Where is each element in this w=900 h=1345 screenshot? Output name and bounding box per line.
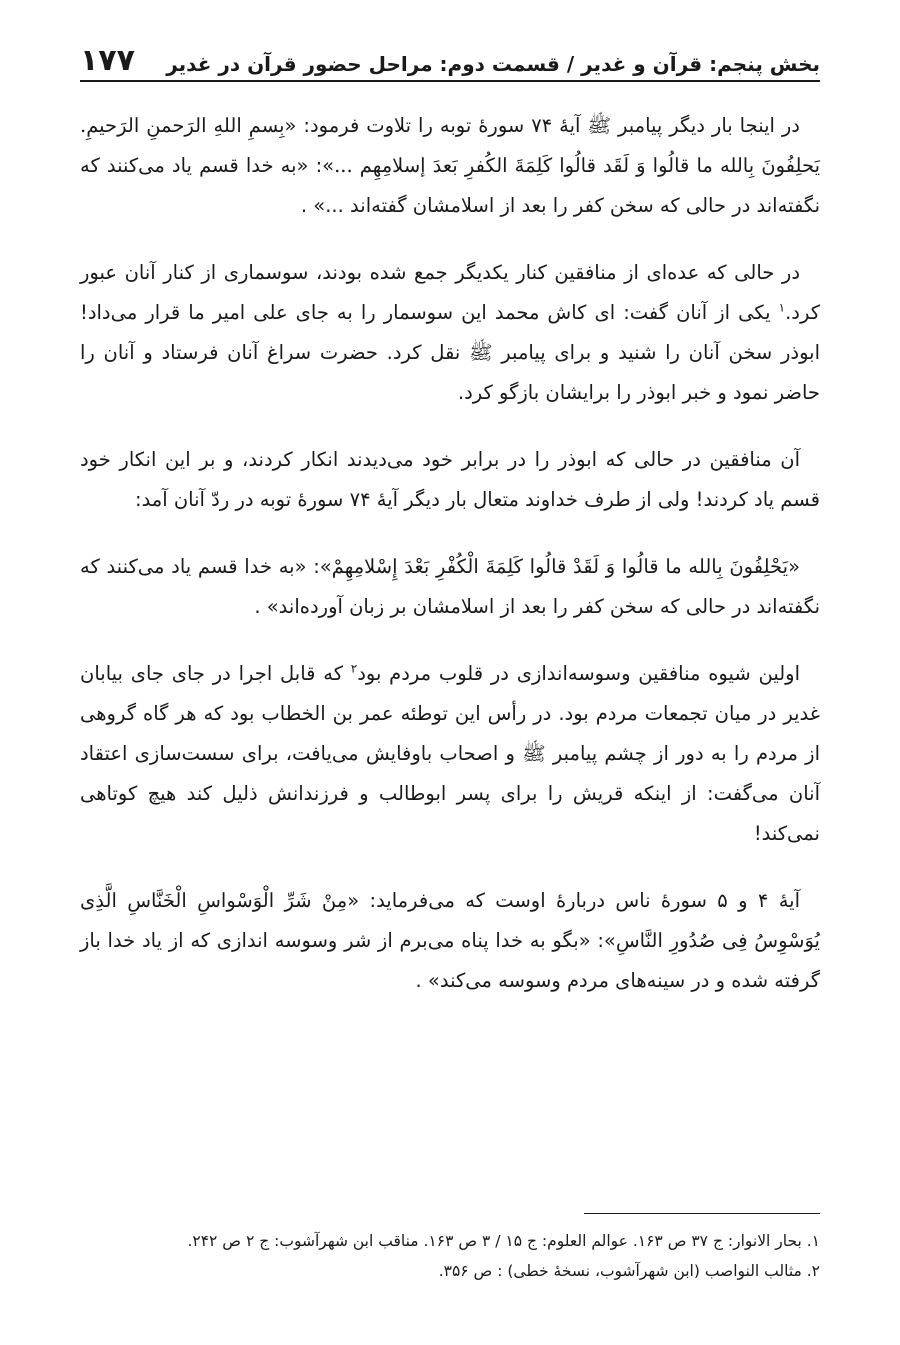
quran-verse: مِنْ شَرِّ الْوَسْواسِ الْخَنَّاسِ الَّذِی یُوَسْوِسُ فِی صُدُورِ النَّاسِ [80,889,820,952]
quran-verse: بِسمِ اللهِ الرَحمنِ الرَحیمِ. یَحلِفُونَ بِالله ما قالُوا وَ لَقَد قالُوا کَلِمَةَ الکُفرِ بَعدَ إسلامِهِم ... [80,114,821,177]
footnotes [80,1226,820,1286]
paragraph-text: که قابل اجرا در جای جای بیابان غدیر در میان تجمعات مردم بود. در رأس این توطئه عمر بن الخطاب بود که هر گاه گروهی از مردم را به دور از چشم پیامبر ﷺ و اصحاب باوفایش می‌یافت، برای سست‌سازی اعتقاد آنان می‌گفت: از اینکه قریش را برای پسر ابوطالب و فرزندانش ذلیل کند هیچ کوتاهی نمی‌کند! [80,662,820,845]
body-text [80,106,820,1028]
footnote-divider [584,1213,820,1214]
running-header [80,28,820,78]
paragraph-6 [80,881,820,1001]
footnote-1: ۱. بحار الانوار: ج ۳۷ ص ۱۶۳. عوالم العلوم: ج ۱۵ / ۳ ص ۱۶۳. مناقب ابن شهرآشوب: ج ۲ ص ۲۴۲. [187,1232,820,1250]
paragraph-text: در حالی که عده‌ای از منافقین کنار یکدیگر جمع شده بودند، سوسماری از کنار آنان عبور کرد. [80,261,820,324]
paragraph-text: »: «به خدا قسم یاد می‌کنند که نگفته‌اند در حالی که سخن کفر را بعد از اسلامشان گفته‌اند ...» . [80,154,820,217]
footnote-2: ۲. مثالب النواصب (ابن شهرآشوب، نسخهٔ خطی) : ص ۳۵۶. [438,1262,820,1280]
paragraph-text: در اینجا بار دیگر پیامبر ﷺ آیهٔ ۷۴ سورهٔ توبه را تلاوت فرمود: « [284,114,800,137]
page-number: ۱۷۷ [80,43,135,78]
paragraph-text: آیهٔ ۴ و ۵ سورهٔ ناس دربارهٔ اوست که می‌فرماید: « [347,889,800,912]
quran-verse: یَحْلِفُونَ بِالله ما قالُوا وَ لَقَدْ قالُوا کَلِمَةَ الْکُفْرِ بَعْدَ إِسْلامِهِمْ [331,555,789,578]
paragraph-5 [80,654,820,854]
paragraph-2 [80,253,820,413]
paragraph-text: اولین شیوه منافقین وسوسه‌اندازی در قلوب مردم بود [357,662,800,685]
paragraph-text: »: «به خدا قسم یاد می‌کنند که نگفته‌اند در حالی که سخن کفر را بعد از اسلامشان بر زبان آورده‌اند» . [80,555,820,618]
paragraph-3: آن منافقین در حالی که ابوذر را در برابر خود می‌دیدند انکار کردند، و بر این انکار خود قسم یاد کردند! ولی از طرف خداوند متعال بار دیگر آیهٔ ۷۴ سورهٔ توبه در ردّ آنان آمد: [80,448,820,511]
paragraph-text: « [788,555,801,578]
running-header-title: بخش پنجم: قرآن و غدیر / قسمت دوم: مراحل حضور قرآن در غدیر [166,52,820,76]
footnote-marker[interactable]: ۲ [350,661,358,676]
paragraph-4 [80,547,820,627]
paragraph-text: یکی از آنان گفت: ای کاش محمد این سوسمار را به جای علی امیر ما قرار می‌داد! ابوذر سخن آنان را شنید و برای پیامبر ﷺ نقل کرد. حضرت سراغ آنان فرستاد و آنان را حاضر نمود و خبر ابوذر را برایشان بازگو کرد. [80,301,820,404]
paragraph-1 [80,106,820,226]
header-divider [80,80,820,82]
footnote-marker[interactable]: ۱ [778,300,786,315]
paragraph-text: »: «بگو به خدا پناه می‌برم از شر وسوسه اندازی که از یاد خدا باز گرفته شده و در سینه‌های مردم وسوسه می‌کند» . [80,929,820,992]
